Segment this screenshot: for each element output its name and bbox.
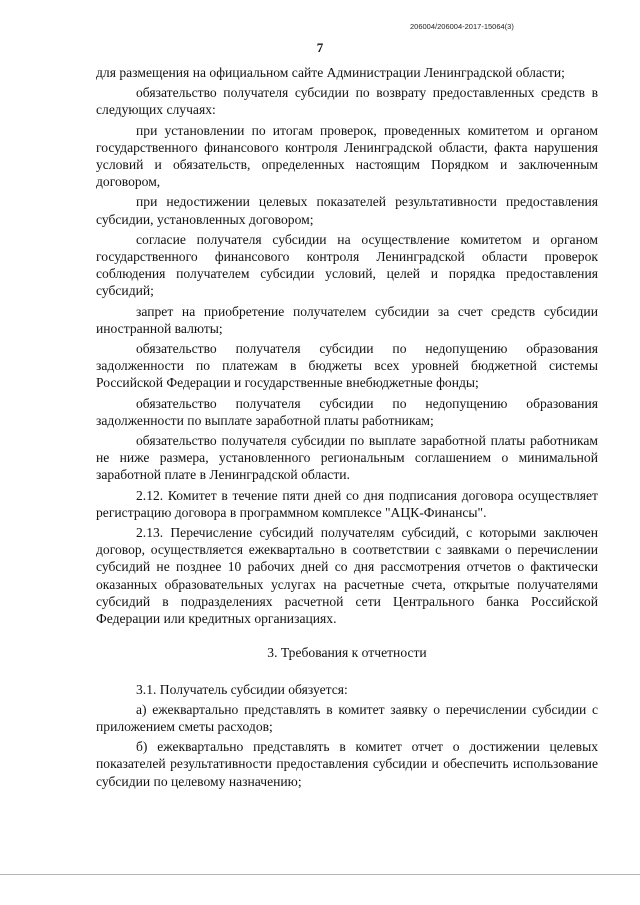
clause-3-1: 3.1. Получатель субсидии обязуется: — [136, 681, 348, 697]
clause-2-12: 2.12. Комитет в течение пяти дней со дня подписания договора осуществляет регистрацию договора в программном комплексе "АЦК-Финансы". — [96, 487, 598, 520]
page-number: 7 — [316, 40, 324, 55]
document-id: 206004/206004-2017-15064(3) — [410, 22, 514, 31]
paragraph: запрет на приобретение получателем субсидии за счет средств субсидии иностранной валюты; — [96, 303, 598, 336]
paragraph: для размещения на официальном сайте Администрации Ленинградской области; — [96, 65, 565, 80]
scan-edge-line — [0, 874, 640, 875]
paragraph: при установлении по итогам проверок, проведенных комитетом и органом государственного финансового контроля Ленинградской области, факта нарушения условий и обязательств, определенных настоящим Порядком и заключенным договором, — [96, 122, 598, 190]
paragraph: при недостижении целевых показателей результативности предоставления субсидии, установленных договором; — [96, 194, 598, 227]
section-heading: 3. Требования к отчетности — [267, 645, 427, 661]
paragraph: обязательство получателя субсидии по выплате заработной платы работникам не ниже размера, установленного региональным соглашением о минимальной заработной плате в Ленинградской области. — [96, 433, 598, 483]
list-item: а) ежеквартально представлять в комитет заявку о перечислении субсидии с приложением сметы расходов; — [96, 701, 598, 734]
list-item: б) ежеквартально представлять в комитет отчет о достижении целевых показателей результативности предоставления субсидии и обеспечить использование субсидии по целевому назначению; — [96, 739, 598, 789]
clause-2-13: 2.13. Перечисление субсидий получателям субсидий, с которыми заключен договор, осуществляется ежеквартально в соответствии с заявками о перечислении субсидий не позднее 10 рабочих дней со дня рассмотрения отчетов о фактически оказанных образовательных услугах на расчетные счета, открытые получателями субсидий в подразделениях расчетной сети Центрального банка Российской Федерации или кредитных организациях. — [96, 525, 598, 627]
paragraph: обязательство получателя субсидии по недопущению образования задолженности по платежам в бюджеты всех уровней бюджетной системы Российской Федерации и государственные внебюджетные фонды; — [96, 341, 598, 391]
document-body — [96, 64, 598, 790]
paragraph: обязательство получателя субсидии по недопущению образования задолженности по выплате заработной платы работникам; — [96, 395, 598, 428]
paragraph: обязательство получателя субсидии по возврату предоставленных средств в следующих случаях: — [96, 85, 598, 118]
paragraph: согласие получателя субсидии на осуществление комитетом и органом государственного финансового контроля Ленинградской области проверок соблюдения получателем субсидии условий, целей и порядка предоставления субсидий; — [96, 231, 598, 299]
